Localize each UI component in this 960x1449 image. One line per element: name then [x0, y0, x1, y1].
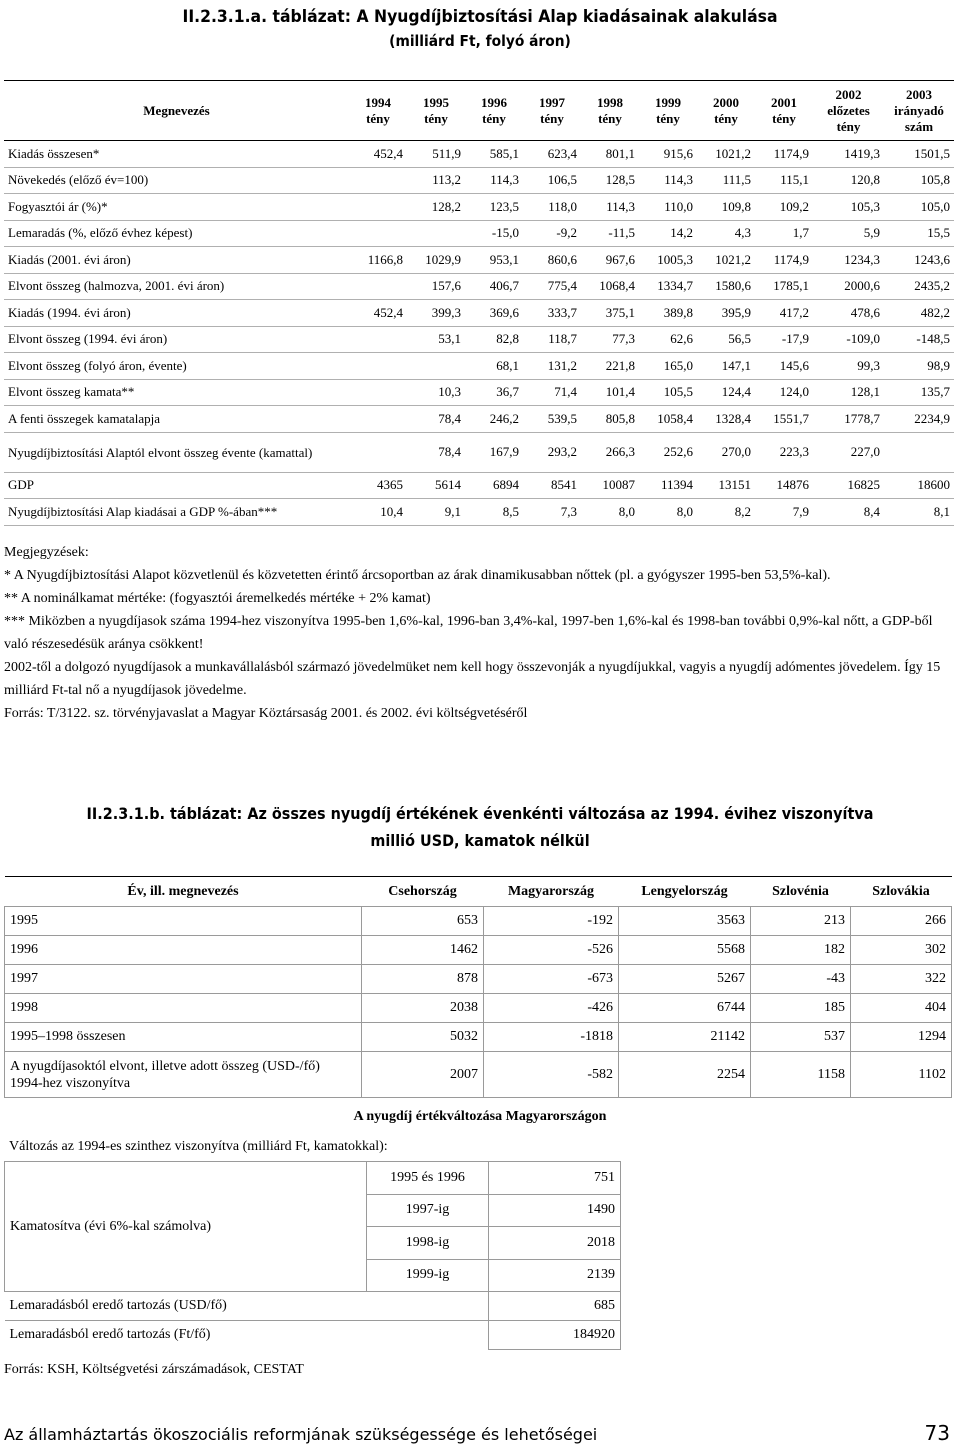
cell-value: 1029,9	[425, 251, 461, 267]
cell-value: 266	[851, 907, 952, 936]
cell-value: 8541	[551, 477, 577, 493]
row-label: 1997	[5, 965, 362, 994]
debt-ft-value: 184920	[489, 1321, 621, 1350]
cell-value: 1328,4	[715, 410, 751, 426]
cell-value: 1021,2	[715, 145, 751, 161]
table-row	[5, 965, 952, 994]
cell-value: 109,8	[721, 198, 751, 214]
cell-value: -426	[484, 994, 619, 1023]
header-year: 2001 tény	[771, 94, 797, 126]
table-a-title: II.2.3.1.a. táblázat: A Nyugdíjbiztosítási Alap kiadásainak alakulása	[182, 7, 778, 27]
cell-value: 109,2	[779, 198, 809, 214]
cell-value: 8,5	[502, 503, 519, 519]
table-row	[4, 220, 954, 247]
cell-value: 213	[751, 907, 851, 936]
cell-value: -15,0	[491, 225, 519, 241]
cell-value: 14,2	[670, 225, 693, 241]
hungary-section-title: A nyugdíj értékváltozása Magyarországon	[353, 1109, 607, 1124]
row-label: A nyugdíjasoktól elvont, illetve adott összeg (USD-/fő) 1994-hez viszonyítva	[5, 1052, 362, 1098]
cell-value: 82,8	[496, 331, 519, 347]
cell-value: 2234,9	[914, 410, 950, 426]
cell-value: 302	[851, 936, 952, 965]
cell-value: 878	[362, 965, 484, 994]
row-label: Lemaradás (%, előző évhez képest)	[8, 225, 193, 241]
table-row	[4, 167, 954, 194]
cell-value: 1785,1	[773, 278, 809, 294]
cell-value: 1501,5	[914, 145, 950, 161]
cell-value: 1580,6	[715, 278, 751, 294]
hungary-source: Forrás: KSH, Költségvetési zárszámadások, CESTAT	[4, 1362, 304, 1377]
cell-value: 1334,7	[657, 278, 693, 294]
cell-value: 8,2	[734, 503, 751, 519]
cell-value: 8,0	[676, 503, 693, 519]
period-cell: 1997-ig	[367, 1194, 489, 1227]
row-label: Nyugdíjbiztosítási Alaptól elvont összeg évente (kamattal)	[8, 444, 313, 460]
cell-value: 915,6	[663, 145, 693, 161]
cell-value: 118,0	[548, 198, 577, 214]
header-year: 2003 irányadó szám	[894, 86, 944, 134]
cell-value: 115,1	[780, 172, 809, 188]
cell-value: 801,1	[605, 145, 635, 161]
cell-value: 805,8	[605, 410, 635, 426]
row-label: Elvont összeg (folyó áron, évente)	[8, 357, 187, 373]
cell-value: 185	[751, 994, 851, 1023]
cell-value: -192	[484, 907, 619, 936]
note-4: 2002-től a dolgozó nyugdíjasok a munkavállalásból származó jövedelmüket nem kell hogy összevonják a nyugdíjukkal, vagyis a nyugdíj adómentes jövedelem. Így 15 milliárd Ft-tal nő a nyugdíjasok jövedelme.	[4, 660, 941, 698]
cell-value: 482,2	[920, 304, 950, 320]
row-label: Elvont összeg (halmozva, 2001. évi áron)	[8, 278, 225, 294]
table-row	[4, 300, 954, 327]
row-label: Fogyasztói ár (%)*	[8, 198, 108, 214]
period-value: 2018	[489, 1227, 621, 1260]
cell-value	[349, 432, 407, 472]
column-header: Szlovénia	[772, 883, 829, 899]
cell-value: 369,6	[489, 304, 519, 320]
cell-value: 157,6	[431, 278, 461, 294]
cell-value: -673	[484, 965, 619, 994]
column-header: Lengyelország	[641, 883, 728, 899]
period-cell: 1995 és 1996	[367, 1162, 489, 1195]
cell-value: 1021,2	[715, 251, 751, 267]
period-cell: 1999-ig	[367, 1259, 489, 1292]
cell-value: 1551,7	[773, 410, 809, 426]
table-b-subtitle: millió USD, kamatok nélkül	[370, 831, 590, 850]
cell-value: 293,2	[547, 444, 577, 459]
cell-value: 124,4	[721, 384, 751, 400]
cell-value	[349, 194, 407, 221]
cell-value: 1166,8	[367, 251, 403, 267]
cell-value: 223,3	[779, 444, 809, 459]
cell-value: 99,3	[857, 357, 880, 373]
cell-value: 322	[851, 965, 952, 994]
row-label: Nyugdíjbiztosítási Alap kiadásai a GDP %-ában***	[8, 503, 278, 519]
header-year: 2000 tény	[713, 94, 739, 126]
cell-value: 967,6	[605, 251, 635, 267]
row-label: Növekedés (előző év=100)	[8, 172, 149, 188]
cell-value: 1005,3	[657, 251, 693, 267]
cell-value: 266,3	[605, 444, 635, 459]
row-label: 1998	[5, 994, 362, 1023]
cell-value: -109,0	[846, 331, 880, 347]
cell-value: 1462	[362, 936, 484, 965]
cell-value	[884, 432, 954, 472]
cell-value: 77,3	[612, 331, 635, 347]
cell-value: 953,1	[489, 251, 519, 267]
period-value: 751	[489, 1162, 621, 1195]
period-value: 2139	[489, 1259, 621, 1292]
cell-value	[349, 379, 407, 406]
cell-value: 128,1	[850, 384, 880, 400]
cell-value: 71,4	[554, 384, 577, 400]
debt-ft-label: Lemaradásból eredő tartozás (Ft/fő)	[5, 1321, 489, 1350]
cell-value: -43	[751, 965, 851, 994]
cell-value: 8,1	[933, 503, 950, 519]
cell-value: 2007	[362, 1052, 484, 1098]
cell-value: 478,6	[850, 304, 880, 320]
period-cell: 1998-ig	[367, 1227, 489, 1260]
cell-value: 1102	[851, 1052, 952, 1098]
table-b-title: II.2.3.1.b. táblázat: Az összes nyugdíj értékének évenkénti változása az 1994. évihez viszonyítva	[86, 804, 874, 823]
column-header: Magyarország	[507, 883, 595, 899]
table-c	[4, 1161, 621, 1350]
cell-value: 2000,6	[844, 278, 880, 294]
cell-value: 511,9	[432, 145, 461, 161]
cell-value: 270,0	[721, 444, 751, 459]
cell-value: 1778,7	[844, 410, 880, 426]
cell-value	[349, 326, 407, 353]
page-number: 73	[924, 1421, 950, 1445]
cell-value: 1419,3	[844, 145, 880, 161]
header-year: 2002 előzetes tény	[827, 86, 870, 134]
cell-value: 10,3	[438, 384, 461, 400]
cell-value: 98,9	[927, 357, 950, 373]
cell-value: 1234,3	[844, 251, 880, 267]
cell-value: 246,2	[489, 410, 519, 426]
header-year: 1995 tény	[423, 94, 449, 126]
cell-value: 105,3	[850, 198, 880, 214]
cell-value: 623,4	[547, 145, 577, 161]
cell-value: -17,9	[781, 331, 809, 347]
cell-value: 18600	[917, 477, 950, 493]
cell-value: 62,6	[670, 331, 693, 347]
cell-value: -1818	[484, 1023, 619, 1052]
cell-value: 7,3	[560, 503, 577, 519]
cell-value: -148,5	[916, 331, 950, 347]
cell-value: 404	[851, 994, 952, 1023]
cell-value: 182	[751, 936, 851, 965]
cell-value: 113,2	[432, 172, 461, 188]
table-row	[4, 247, 954, 274]
header-year: 1999 tény	[655, 94, 681, 126]
notes-heading: Megjegyzések:	[4, 545, 89, 560]
cell-value: 5,9	[863, 225, 880, 241]
cell-value	[349, 220, 407, 247]
cell-value: 11394	[660, 477, 693, 493]
header-year: 1994 tény	[365, 94, 391, 126]
cell-value: 333,7	[547, 304, 577, 320]
column-header: Év, ill. megnevezés	[127, 883, 239, 899]
cell-value: -582	[484, 1052, 619, 1098]
cell-value: 10,4	[380, 503, 403, 519]
debt-usd-value: 685	[489, 1292, 621, 1321]
cell-value: 9,1	[444, 503, 461, 519]
cell-value: 1294	[851, 1023, 952, 1052]
cell-value: 114,3	[664, 172, 693, 188]
table-row	[4, 326, 954, 353]
table-row	[4, 472, 954, 499]
cell-value: 114,3	[606, 198, 635, 214]
cell-value: 105,0	[920, 198, 950, 214]
cell-value: 13151	[718, 477, 751, 493]
cell-value	[407, 353, 465, 380]
table-row	[4, 194, 954, 221]
cell-value: 118,7	[548, 331, 577, 347]
row-label: 1995	[5, 907, 362, 936]
row-label: Kiadás (1994. évi áron)	[8, 304, 131, 320]
row-label: A fenti összegek kamatalapja	[8, 410, 160, 426]
table-row	[5, 994, 952, 1023]
cell-value: 110,0	[664, 198, 693, 214]
cell-value: 78,4	[438, 444, 461, 459]
header-year: 1997 tény	[539, 94, 565, 126]
cell-value: 5568	[619, 936, 751, 965]
cell-value: 105,5	[663, 384, 693, 400]
cell-value: 14876	[776, 477, 809, 493]
cell-value: 1058,4	[657, 410, 693, 426]
cell-value: -526	[484, 936, 619, 965]
cell-value: 165,0	[663, 357, 693, 373]
cell-value: 537	[751, 1023, 851, 1052]
notes-source: Forrás: T/3122. sz. törvényjavaslat a Magyar Köztársaság 2001. és 2002. évi költségvetéséről	[4, 706, 528, 721]
cell-value	[407, 220, 465, 247]
table-row	[4, 141, 954, 168]
header-year: 1996 tény	[481, 94, 507, 126]
cell-value: 145,6	[779, 357, 809, 373]
header-megnevezes: Megnevezés	[143, 102, 210, 118]
cell-value: 128,5	[605, 172, 635, 188]
cell-value: 539,5	[547, 410, 577, 426]
cell-value: 101,4	[605, 384, 635, 400]
cell-value: 131,2	[547, 357, 577, 373]
cell-value: 1174,9	[773, 145, 809, 161]
change-label: Változás az 1994-es szinthez viszonyítva (milliárd Ft, kamatokkal):	[9, 1139, 388, 1154]
cell-value	[349, 353, 407, 380]
row-label: Elvont összeg (1994. évi áron)	[8, 331, 168, 347]
table-row	[5, 1023, 952, 1052]
cell-value: 395,9	[721, 304, 751, 320]
cell-value: 452,4	[373, 304, 403, 320]
cell-value: 1174,9	[773, 251, 809, 267]
cell-value: 653	[362, 907, 484, 936]
cell-value	[349, 406, 407, 433]
cell-value: 775,4	[547, 278, 577, 294]
cell-value: 252,6	[663, 444, 693, 459]
cell-value: 221,8	[605, 357, 635, 373]
row-label: 1995–1998 összesen	[5, 1023, 362, 1052]
cell-value: 4365	[377, 477, 403, 493]
cell-value: 147,1	[721, 357, 751, 373]
row-label: Elvont összeg kamata**	[8, 384, 135, 400]
cell-value: 114,3	[490, 172, 519, 188]
cell-value: 167,9	[489, 444, 519, 459]
cell-value: 2435,2	[914, 278, 950, 294]
cell-value: 120,8	[850, 172, 880, 188]
table-row	[5, 936, 952, 965]
cell-value: 36,7	[496, 384, 519, 400]
cell-value: 111,5	[722, 172, 751, 188]
cell-value: 399,3	[431, 304, 461, 320]
row-label: Kiadás (2001. évi áron)	[8, 251, 131, 267]
period-value: 1490	[489, 1194, 621, 1227]
column-header: Szlovákia	[872, 883, 930, 899]
cell-value	[349, 167, 407, 194]
cell-value: 10087	[602, 477, 635, 493]
note-1: * A Nyugdíjbiztosítási Alapot közvetlenül és közvetetten érintő árcsoportban az árak dinamikusabban nőttek (pl. a gyógyszer 1995-ben 53,5%-kal).	[4, 568, 831, 583]
note-3: *** Miközben a nyugdíjasok száma 1994-hez viszonyítva 1995-ben 1,6%-kal, 1996-ban 3,4%-kal, 1997-ben 1,6%-kal és 1998-ban további 0,9%-kal nőtt, a GDP-ből való részesedésük aránya csökkent!	[4, 614, 933, 652]
cell-value: 389,8	[663, 304, 693, 320]
cell-value: 5614	[435, 477, 461, 493]
cell-value: 406,7	[489, 278, 519, 294]
cell-value: 6894	[493, 477, 519, 493]
cell-value: 2038	[362, 994, 484, 1023]
footer-text: Az államháztartás ökoszociális reformjának szükségessége és lehetőségei	[4, 1425, 598, 1444]
cell-value: 135,7	[920, 384, 950, 400]
cell-value: 1,7	[792, 225, 809, 241]
cell-value	[349, 273, 407, 300]
row-label: Kiadás összesen*	[8, 145, 100, 161]
cell-value: 1068,4	[599, 278, 635, 294]
table-row	[4, 353, 954, 380]
cell-value: 8,0	[618, 503, 635, 519]
cell-value: 4,3	[734, 225, 751, 241]
kamat-label: Kamatosítva (évi 6%-kal számolva)	[5, 1162, 367, 1292]
debt-usd-label: Lemaradásból eredő tartozás (USD/fő)	[5, 1292, 489, 1321]
cell-value: 375,1	[605, 304, 635, 320]
cell-value: 124,0	[779, 384, 809, 400]
cell-value: 53,1	[438, 331, 461, 347]
cell-value: 227,0	[850, 444, 880, 459]
cell-value: 68,1	[496, 357, 519, 373]
table-row	[4, 273, 954, 300]
table-row	[4, 406, 954, 433]
cell-value: 16825	[847, 477, 880, 493]
table-row	[5, 1052, 952, 1098]
row-label: GDP	[8, 477, 35, 493]
cell-value: 15,5	[927, 225, 950, 241]
cell-value: -9,2	[556, 225, 577, 241]
cell-value: 2254	[619, 1052, 751, 1098]
cell-value: 106,5	[547, 172, 577, 188]
row-label: 1996	[5, 936, 362, 965]
cell-value: 7,9	[792, 503, 809, 519]
cell-value: 56,5	[728, 331, 751, 347]
table-row	[4, 432, 954, 472]
table-row	[4, 499, 954, 526]
cell-value: 5267	[619, 965, 751, 994]
cell-value: -11,5	[608, 225, 635, 241]
table-row	[4, 379, 954, 406]
table-a	[4, 80, 954, 526]
note-2: ** A nominálkamat mértéke: (fogyasztói áremelkedés mértéke + 2% kamat)	[4, 591, 431, 606]
cell-value: 1158	[751, 1052, 851, 1098]
cell-value: 78,4	[438, 410, 461, 426]
cell-value: 8,4	[863, 503, 880, 519]
cell-value: 585,1	[489, 145, 519, 161]
table-a-subtitle: (milliárd Ft, folyó áron)	[389, 32, 571, 50]
cell-value: 21142	[619, 1023, 751, 1052]
column-header: Csehország	[388, 883, 457, 899]
cell-value: 452,4	[373, 145, 403, 161]
cell-value: 128,2	[431, 198, 461, 214]
cell-value: 3563	[619, 907, 751, 936]
cell-value: 1243,6	[914, 251, 950, 267]
cell-value: 5032	[362, 1023, 484, 1052]
cell-value: 6744	[619, 994, 751, 1023]
table-row	[5, 907, 952, 936]
cell-value: 417,2	[779, 304, 809, 320]
notes	[4, 541, 954, 725]
cell-value: 123,5	[489, 198, 519, 214]
cell-value: 860,6	[547, 251, 577, 267]
cell-value: 105,8	[920, 172, 950, 188]
header-year: 1998 tény	[597, 94, 623, 126]
table-b	[4, 876, 952, 1098]
